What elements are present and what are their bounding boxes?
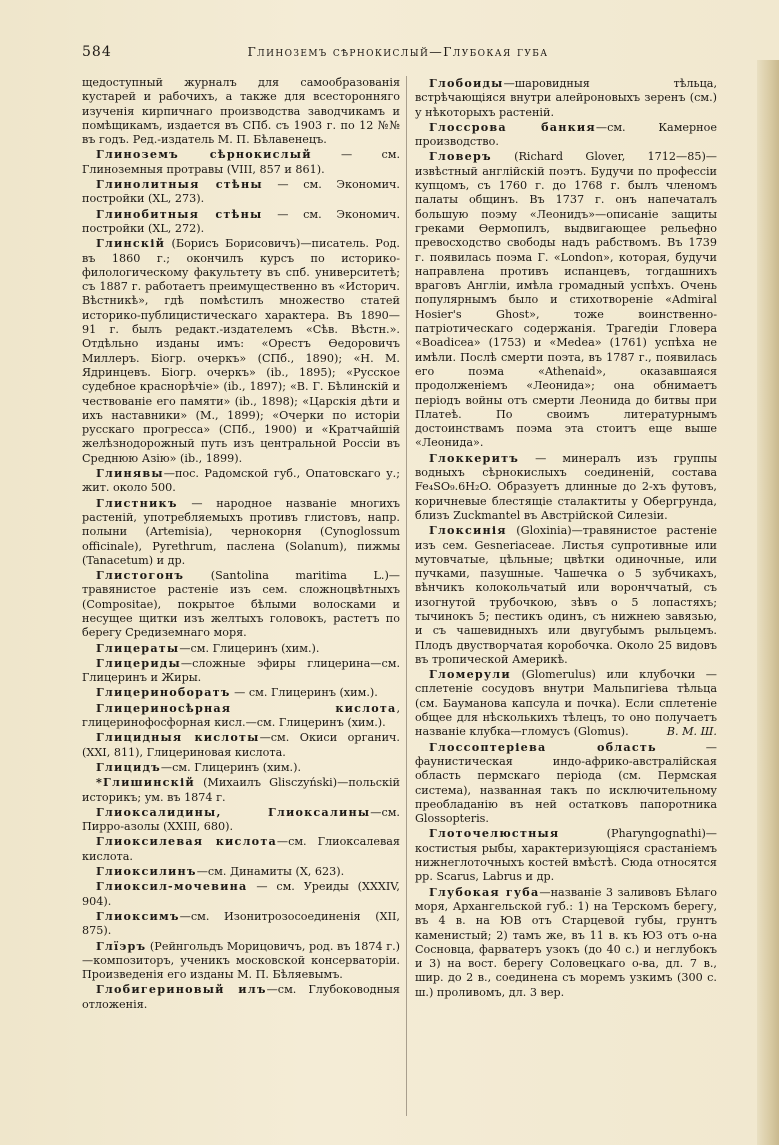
entry-headword: Глинолитныя стѣны xyxy=(96,177,263,192)
column-divider xyxy=(406,76,407,1116)
entry-text: (Рейнгольдъ Морицовичъ, род. въ 1874 г.)—композиторъ, ученикъ московской консерваторіи. Произведенія его изданы М. П. Бѣляевымъ. xyxy=(82,939,400,982)
entry-text: — см. Глиноземныя протравы (VIII, 857 и 861). xyxy=(82,148,400,176)
dictionary-entry xyxy=(82,805,400,835)
entry-text: щедоступный журналъ для самообразованія кустарей и рабочихъ, а также для всесторонняго изученія кирпичнаго производства заводчикамъ и помѣщикамъ, издается въ СПб. съ 1903 г. по 12 №№ въ годъ. Ред.-издатель М. П. Бѣлавенецъ. xyxy=(82,76,400,147)
entry-text: — народное названіе многихъ растеній, употребляемыхъ противъ глистовъ, напр. полыни (Artemisia), чернокорня (Cynoglossum officinale), Pyrethrum, паслена (Solanum), пижмы (Tanacetum) и др. xyxy=(82,496,400,567)
entry-text: (Gloxinia)—травянистое растеніе изъ сем. Gesneriaceae. Листья супротивные или мутовчатые, цѣльные; цвѣтки одиночные, или пучками, пазушные. Чашечка о 5 зубчикахъ, вѣнчикъ колокольчатый или воронччатый, съ изогнутой трубочкою, зѣвъ о 5 лопастяхъ; тычинокъ 5; пестикъ одинъ, съ нижнею завязью, и съ чашевидныхъ или двугубымъ рыльцемъ. Плодъ двустворчатая коробочка. Около 25 видовъ въ тропической Америкѣ. xyxy=(415,524,717,666)
entry-text: —см. Динамиты (X, 623). xyxy=(196,865,345,879)
dictionary-entry xyxy=(415,76,717,120)
dictionary-entry xyxy=(82,466,400,496)
entry-headword: Глоссоптеріева область xyxy=(429,739,657,754)
entry-text: — см. Уреиды (XXXIV, 904). xyxy=(82,880,400,908)
left-column xyxy=(82,76,400,1126)
dictionary-entry xyxy=(82,760,400,775)
entry-text: (Pharyngognathi)—костистыя рыбы, характеризующіяся срастаніемъ нижнеглоточныхъ костей вмѣстѣ. Сюда относятся рр. Scarus, Labrus и др. xyxy=(415,827,717,884)
entry-headword: Глиоксилинъ xyxy=(96,864,197,879)
dictionary-entry xyxy=(82,76,400,147)
dictionary-entry xyxy=(82,834,400,864)
entry-text: (Михаилъ Glisczyński)—польскій историкъ; ум. въ 1874 г. xyxy=(82,776,400,804)
dictionary-entry xyxy=(415,885,717,1000)
entry-headword: Глицериды xyxy=(96,655,181,670)
entry-text: —см. Глицеринъ (хим.). xyxy=(179,641,320,655)
entry-headword: Глоточелюстныя xyxy=(429,826,560,841)
entry-headword: Глоксинія xyxy=(429,523,507,538)
entry-headword: Глиноземъ сѣрнокислый xyxy=(96,147,312,162)
entry-headword: Глицидныя кислоты xyxy=(96,730,260,745)
entry-text: (Richard Glover, 1712—85)—извѣстный англійскій поэтъ. Будучи по профессіи купцомъ, съ 1760 г. до 1768 г. былъ членомъ палаты общинъ. Въ 1737 г. онъ напечаталъ большую поэму «Леонидъ»—описаніе защиты греками Ѳермопилъ, выдвигающее рельефно превосходство свободы надъ рабствомъ. Въ 1739 г. появилась поэма Г. «London», которая, будучи направлена противъ испанцевъ, тогдашнихъ враговъ Англіи, имѣла громадный успѣхъ. Очень популярнымъ было и стихотвореніе «Admiral Hosier's Ghost», тоже воинственно-патріотическаго содержанія. Трагедіи Гловера «Boadicea» (1753) и «Medea» (1761) успѣха не имѣли. Послѣ смерти поэта, въ 1787 г., появилась его поэма «Athenaid», оказавшаяся продолженіемъ «Леонида»; она обнимаетъ періодъ войны отъ смерти Леонида до битвы при Платеѣ. По своимъ литературнымъ достоинствамъ поэма эта стоитъ еще выше «Леонида». xyxy=(415,150,717,450)
entry-headword: Глистникъ xyxy=(96,495,178,510)
entry-text: —см. Пирро-азолы (XXIII, 680). xyxy=(82,805,400,834)
entry-headword: Гломерули xyxy=(429,667,511,682)
dictionary-entry xyxy=(415,826,717,884)
entry-text: —см. Глицеринъ (хим.). xyxy=(160,760,302,774)
dictionary-entry xyxy=(82,641,400,656)
entry-text: —пос. Радомской губ., Опатовскаго у.; жит. около 500. xyxy=(82,467,400,495)
dictionary-entry xyxy=(415,451,717,523)
entry-headword: Гловеръ xyxy=(429,149,492,164)
entry-headword: Глицериносѣрная кислота xyxy=(96,700,397,715)
dictionary-entry xyxy=(82,909,400,939)
entry-text: — см. Глицеринъ (хим.). xyxy=(230,686,378,700)
entry-headword: *Глишинскій xyxy=(96,775,195,790)
entry-headword: Глицериноборатъ xyxy=(96,685,231,700)
dictionary-entry xyxy=(82,496,400,568)
page-number: 584 xyxy=(82,44,112,60)
dictionary-entry xyxy=(82,864,400,879)
entry-headword: Глиоксимъ xyxy=(96,908,180,923)
dictionary-entry xyxy=(82,207,400,237)
entry-text: — см. Экономич. постройки (XL, 273). xyxy=(82,178,400,206)
dictionary-entry xyxy=(82,982,400,1012)
entry-text: —шаровидныя тѣльца, встрѣчающіяся внутри алейроновыхъ зеренъ (см.) у нѣкоторыхъ растеній. xyxy=(415,77,717,119)
entry-headword: Глицидъ xyxy=(96,759,161,774)
page-header xyxy=(82,44,714,66)
dictionary-entry xyxy=(415,149,717,450)
entry-text: — фаунистическая индо-африко-австралійская область пермскаго періода (см. Пермская система), названная такъ по исключительному преобладанію въ ней остатковъ папоротника Glossopteris. xyxy=(415,740,717,826)
dictionary-entry xyxy=(82,730,400,760)
entry-text: —см. Глиоксалевая кислота. xyxy=(82,835,400,863)
dictionary-entry xyxy=(82,775,400,805)
dictionary-entry xyxy=(82,939,400,983)
right-column xyxy=(415,76,717,1126)
entry-headword: Глинскій xyxy=(96,236,166,251)
entry-headword: Глоссрова банкия xyxy=(429,119,596,134)
entry-text: —см. Окиси органич. (XXI, 811), Глицериновая кислота. xyxy=(82,731,400,759)
entry-text: (Santolina maritima L.)—травянистое растеніе изъ сем. сложноцвѣтныхъ (Compositae), покрытое бѣлыми волосками и несущее щитки изъ желтыхъ головокъ, растетъ по берегу Средиземнаго моря. xyxy=(82,569,400,640)
entry-headword: Глицераты xyxy=(96,640,180,655)
entry-text: —см. Изонитрозосоединенія (XII, 875). xyxy=(82,909,400,938)
entry-headword: Глиоксалидины, Глиоксалины xyxy=(96,804,371,819)
entry-headword: Глоккеритъ xyxy=(429,450,519,465)
entry-headword: Глинявы xyxy=(96,466,164,481)
entry-text: (Glomerulus) или клубочки — сплетеніе сосудовъ внутри Мальпигіева тѣльца (см. Бауманова капсула и почка). Если сплетеніе общее для нѣсколькихъ тѣлецъ, то оно получаетъ названіе клубка—гломусъ (Glomus). xyxy=(415,668,717,739)
dictionary-entry xyxy=(82,656,400,686)
dictionary-entry xyxy=(415,120,717,150)
dictionary-entry xyxy=(82,236,400,466)
entry-signature: В. М. Ш. xyxy=(666,725,717,739)
entry-text: — минералъ изъ группы водныхъ сѣрнокислыхъ соединеній, состава Fe₄SO₉.6H₂O. Образуетъ длинные до 2-хъ футовъ, коричневые блестящіе сталактиты у Обергрунда, близъ Zuckmantel въ Австрійской Силезіи. xyxy=(415,451,717,522)
page-binding-edge xyxy=(757,60,779,1145)
entry-headword: Глїэръ xyxy=(96,938,147,953)
entry-headword: Глистогонъ xyxy=(96,568,185,583)
entry-text: , глицеринофосфорная кисл.—см. Глицеринъ (хим.). xyxy=(82,701,400,730)
entry-headword: Глинобитныя стѣны xyxy=(96,206,263,221)
entry-text: (Борисъ Борисовичъ)—писатель. Род. въ 1860 г.; окончилъ курсъ по историко-филологическому факультету въ спб. университетѣ; съ 1887 г. работаетъ преимущественно въ «Историч. Вѣстникѣ», гдѣ помѣстилъ множество статей историко-публицистическаго характера. Въ 1890—91 г. былъ редакт.-издателемъ «Сѣв. Вѣстн.». Отдѣльно изданы имъ: «Орестъ Ѳедоровичъ Миллеръ. Біогр. очеркъ» (СПб., 1890); «Н. М. Ядринцевъ. Біогр. очеркъ» (ib., 1895); «Русское судебное краснорѣчіе» (ib., 1897); «В. Г. Бѣлинскій и чествованіе его памяти» (ib., 1898); «Царскія дѣти и ихъ наставники» (М., 1899); «Очерки по исторіи русскаго прогресса» (СПб., 1900) и «Кратчайшій желѣзнодорожный путь изъ центральной Россіи въ Среднюю Азію» (ib., 1899). xyxy=(82,237,400,465)
entry-text: —сложные эфиры глицерина—см. Глицеринъ и Жиры. xyxy=(82,656,400,685)
entry-text: —названіе 3 заливовъ Бѣлаго моря, Архангельской губ.: 1) на Терскомъ берегу, въ 4 в. на ЮВ отъ Старцевой губы, грунтъ каменистый; 2) тамъ же, въ 11 в. къ ЮЗ отъ о-на Сосновца, фарватеръ узокъ (до 40 с.) и неглубокъ и 3) на вост. берегу Соловецкаго о-ва, дл. 7 в., шир. до 2 в., соединена съ моремъ узкимъ (300 с. ш.) проливомъ, дл. 3 вер. xyxy=(415,885,717,999)
dictionary-entry xyxy=(82,147,400,177)
dictionary-entry xyxy=(82,685,400,700)
entry-headword: Глиоксилевая кислота xyxy=(96,834,277,849)
dictionary-entry xyxy=(415,740,717,827)
dictionary-entry xyxy=(82,879,400,909)
dictionary-entry xyxy=(82,568,400,640)
entry-headword: Глобигериновый илъ xyxy=(96,982,267,997)
dictionary-entry xyxy=(82,701,400,731)
entry-headword: Глиоксил-мочевина xyxy=(96,879,248,894)
entry-text: —см. Глубоководныя отложенія. xyxy=(82,983,400,1011)
entry-text: —см. Камерное производство. xyxy=(415,120,717,149)
entry-headword: Глубокая губа xyxy=(429,884,540,899)
dictionary-entry xyxy=(82,177,400,207)
entry-headword: Глобоиды xyxy=(429,76,504,90)
dictionary-entry xyxy=(415,523,717,667)
running-head: Глиноземъ сѣрнокислый—Глубокая губа xyxy=(247,44,549,59)
entry-text: — см. Экономич. постройки (XL, 272). xyxy=(82,207,400,235)
